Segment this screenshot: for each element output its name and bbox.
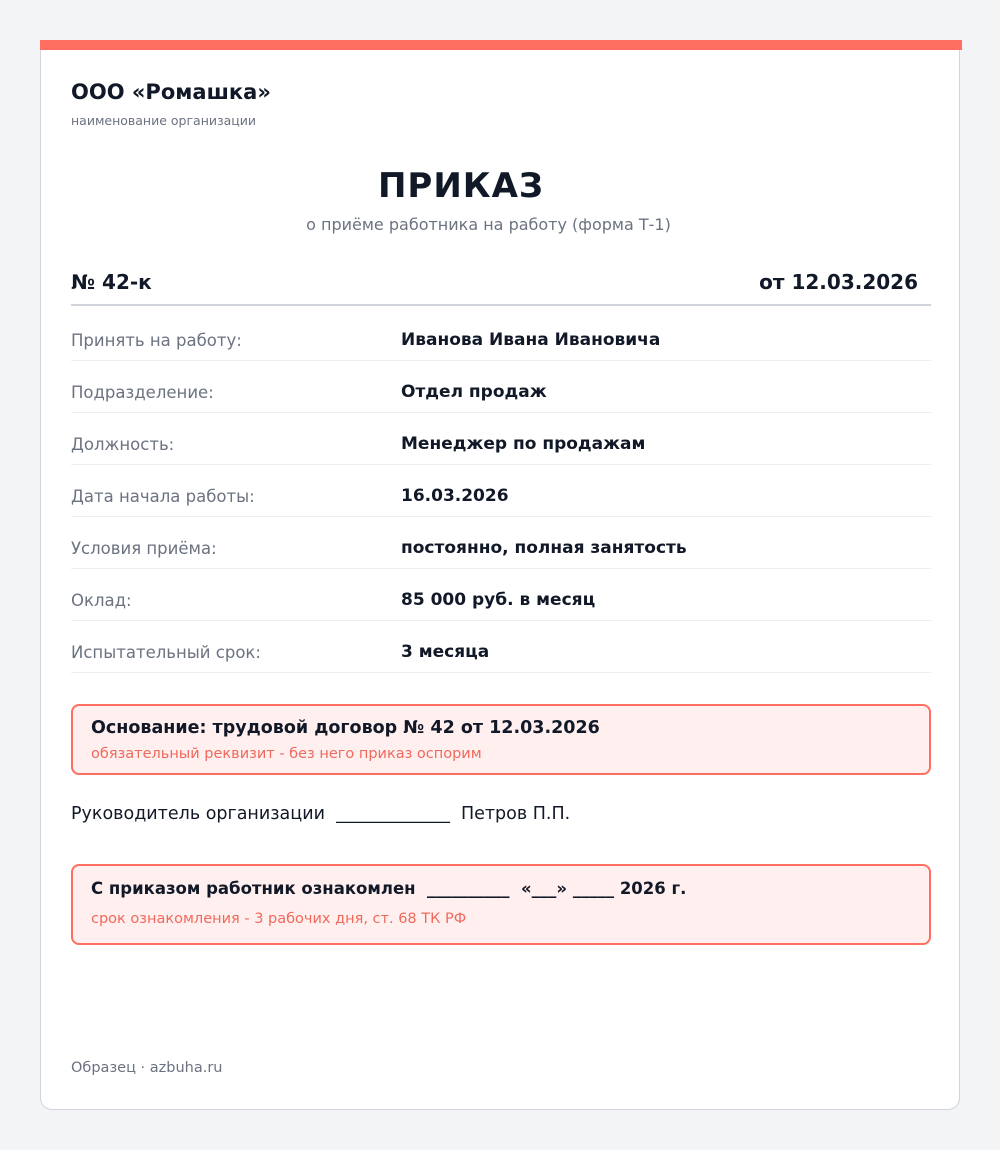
basis-note: обязательный реквизит - без него приказ оспорим	[91, 746, 482, 762]
field-label: Условия приёма:	[71, 539, 217, 558]
field-value: Менеджер по продажам	[401, 434, 646, 454]
document-card	[40, 40, 960, 1110]
field-row-start-date	[71, 465, 931, 517]
field-row-department	[71, 361, 931, 413]
field-value: 3 месяца	[401, 642, 490, 662]
acknowledgement-callout	[71, 864, 931, 945]
field-value: постоянно, полная занятость	[401, 538, 687, 558]
accent-bar	[40, 40, 962, 50]
field-value: Иванова Ивана Ивановича	[401, 330, 661, 350]
acknowledgement-text: С приказом работник ознакомлен __________ «___» _____ 2026 г.	[91, 879, 687, 898]
basis-text: Основание: трудовой договор № 42 от 12.03.2026	[91, 718, 600, 738]
field-label: Испытательный срок:	[71, 643, 261, 662]
footer-source: Образец · azbuha.ru	[71, 1060, 223, 1076]
field-value: 16.03.2026	[401, 486, 509, 506]
order-date: от 12.03.2026	[759, 270, 918, 294]
field-row-conditions	[71, 517, 931, 569]
director-signature-line: Руководитель организации _____________ Петров П.П.	[71, 804, 571, 824]
field-label: Принять на работу:	[71, 331, 242, 350]
organization-caption: наименование организации	[71, 113, 257, 128]
basis-callout	[71, 704, 931, 775]
field-row-position	[71, 413, 931, 465]
field-label: Подразделение:	[71, 383, 214, 402]
organization-name: ООО «Ромашка»	[71, 80, 271, 104]
field-label: Должность:	[71, 435, 175, 454]
field-row-salary	[71, 569, 931, 621]
field-label: Дата начала работы:	[71, 487, 255, 506]
field-row-probation	[71, 621, 931, 673]
order-number: № 42-к	[71, 270, 152, 294]
document-subtitle: о приёме работника на работу (форма Т-1)	[306, 215, 671, 234]
header-divider	[71, 304, 931, 306]
acknowledgement-note: срок ознакомления - 3 рабочих дня, ст. 68 ТК РФ	[91, 911, 467, 927]
field-row-employee	[71, 309, 931, 361]
field-value: 85 000 руб. в месяц	[401, 590, 596, 610]
order-fields	[71, 309, 931, 673]
document-title: ПРИКАЗ	[377, 166, 545, 206]
field-label: Оклад:	[71, 591, 132, 610]
field-value: Отдел продаж	[401, 382, 547, 402]
